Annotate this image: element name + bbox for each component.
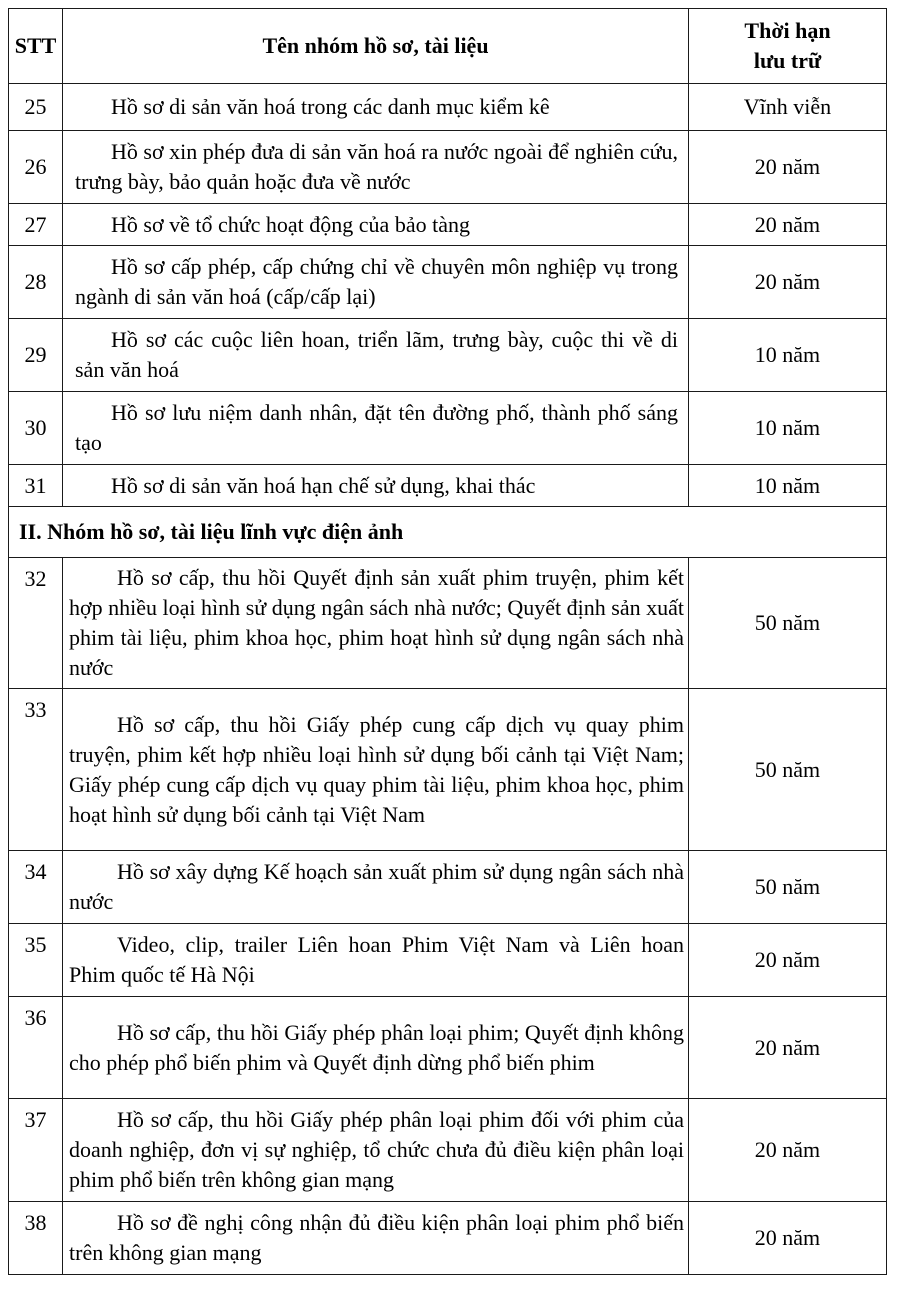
header-stt: STT <box>9 9 63 84</box>
table-row <box>9 246 887 319</box>
row-stt: 37 <box>9 1099 63 1202</box>
row-name <box>63 997 689 1099</box>
table-header-row <box>9 9 887 84</box>
row-term: 10 năm <box>689 319 887 392</box>
row-stt: 27 <box>9 204 63 246</box>
row-name <box>63 131 689 204</box>
row-name-text: Hồ sơ cấp, thu hồi Giấy phép phân loại phim đối với phim của doanh nghiệp, đơn vị sự nghiệp, tổ chức chưa đủ điều kiện phân loại phim phổ biến trên không gian mạng <box>69 1107 684 1192</box>
row-term: Vĩnh viễn <box>689 84 887 131</box>
table-row <box>9 204 887 246</box>
row-name <box>63 924 689 997</box>
row-stt: 31 <box>9 465 63 507</box>
row-stt: 30 <box>9 392 63 465</box>
row-name-text: Hồ sơ xây dựng Kế hoạch sản xuất phim sử dụng ngân sách nhà nước <box>69 859 684 914</box>
table-row <box>9 689 887 851</box>
row-stt: 38 <box>9 1202 63 1275</box>
row-stt: 26 <box>9 131 63 204</box>
row-name <box>63 204 689 246</box>
row-stt: 33 <box>9 689 63 851</box>
row-name-text: Hồ sơ đề nghị công nhận đủ điều kiện phân loại phim phổ biến trên không gian mạng <box>69 1210 684 1265</box>
row-term: 20 năm <box>689 1099 887 1202</box>
row-name-text: Video, clip, trailer Liên hoan Phim Việt Nam và Liên hoan Phim quốc tế Hà Nội <box>69 932 684 987</box>
row-name-text: Hồ sơ cấp, thu hồi Quyết định sản xuất phim truyện, phim kết hợp nhiều loại hình sử dụng ngân sách nhà nước; Quyết định sản xuất phim tài liệu, phim khoa học, phim hoạt hình sử dụng ngân sách nhà nước <box>69 565 684 680</box>
row-name-text: Hồ sơ các cuộc liên hoan, triển lãm, trưng bày, cuộc thi về di sản văn hoá <box>75 327 678 382</box>
table-row <box>9 392 887 465</box>
table-row <box>9 1099 887 1202</box>
row-name <box>63 1202 689 1275</box>
row-name-text: Hồ sơ cấp, thu hồi Giấy phép phân loại phim; Quyết định không cho phép phổ biến phim và Quyết định dừng phổ biến phim <box>69 1019 684 1075</box>
row-stt: 28 <box>9 246 63 319</box>
row-name <box>63 851 689 924</box>
row-term: 50 năm <box>689 689 887 851</box>
row-term: 50 năm <box>689 558 887 689</box>
row-name-text: Hồ sơ di sản văn hoá trong các danh mục kiểm kê <box>111 94 550 119</box>
document-page <box>8 8 887 1275</box>
table-row <box>9 84 887 131</box>
row-name-text: Hồ sơ lưu niệm danh nhân, đặt tên đường phố, thành phố sáng tạo <box>75 400 678 455</box>
row-stt: 36 <box>9 997 63 1099</box>
row-term: 20 năm <box>689 131 887 204</box>
row-stt: 29 <box>9 319 63 392</box>
table-row <box>9 851 887 924</box>
row-term: 20 năm <box>689 204 887 246</box>
row-name <box>63 558 689 689</box>
row-term: 20 năm <box>689 246 887 319</box>
header-term <box>689 9 887 84</box>
row-name-text: Hồ sơ cấp phép, cấp chứng chỉ về chuyên môn nghiệp vụ trong ngành di sản văn hoá (cấp/cấp lại) <box>75 254 678 309</box>
header-name: Tên nhóm hồ sơ, tài liệu <box>63 9 689 84</box>
row-name-text: Hồ sơ cấp, thu hồi Giấy phép cung cấp dịch vụ quay phim truyện, phim kết hợp nhiều loại hình sử dụng bối cảnh tại Việt Nam; Giấy phép cung cấp dịch vụ quay phim tài liệu, phim khoa học, phim hoạt hình sử dụng bối cảnh tại Việt Nam <box>69 711 684 827</box>
row-name <box>63 689 689 851</box>
row-term: 20 năm <box>689 1202 887 1275</box>
header-term-line2: lưu trữ <box>753 48 822 73</box>
row-name <box>63 84 689 131</box>
table-row <box>9 131 887 204</box>
film-rows <box>9 558 887 1275</box>
table-row <box>9 319 887 392</box>
section-row-film <box>9 507 887 558</box>
row-name <box>63 1099 689 1202</box>
row-stt: 25 <box>9 84 63 131</box>
row-name <box>63 465 689 507</box>
row-name <box>63 319 689 392</box>
row-name <box>63 246 689 319</box>
table-row <box>9 558 887 689</box>
row-stt: 35 <box>9 924 63 997</box>
row-name <box>63 392 689 465</box>
section-title: II. Nhóm hồ sơ, tài liệu lĩnh vực điện ảnh <box>9 507 887 558</box>
row-name-text: Hồ sơ di sản văn hoá hạn chế sử dụng, khai thác <box>111 472 536 498</box>
row-stt: 32 <box>9 558 63 689</box>
row-name-text: Hồ sơ về tổ chức hoạt động của bảo tàng <box>111 211 470 237</box>
row-term: 50 năm <box>689 851 887 924</box>
row-stt: 34 <box>9 851 63 924</box>
row-term: 10 năm <box>689 465 887 507</box>
heritage-rows <box>9 84 887 558</box>
row-term: 20 năm <box>689 924 887 997</box>
table-row <box>9 1202 887 1275</box>
row-term: 20 năm <box>689 997 887 1099</box>
row-name-text: Hồ sơ xin phép đưa di sản văn hoá ra nước ngoài để nghiên cứu, trưng bày, bảo quản hoặc đưa về nước <box>75 139 678 194</box>
table-row <box>9 997 887 1099</box>
header-term-line1: Thời hạn <box>744 18 831 43</box>
row-term: 10 năm <box>689 392 887 465</box>
table-row <box>9 465 887 507</box>
retention-table <box>8 8 887 1275</box>
table-row <box>9 924 887 997</box>
